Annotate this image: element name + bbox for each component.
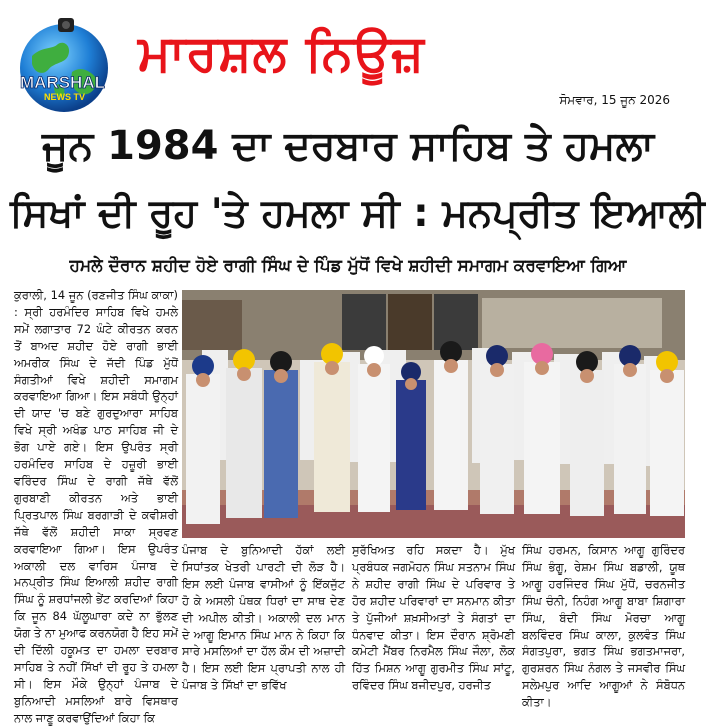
masthead — [0, 0, 696, 112]
dateline: ਸੋਮਵਾਰ, 15 ਜੂਨ 2026 — [559, 93, 670, 107]
lower-column-2: ਸੁਰੱਖਿਅਤ ਰਹਿ ਸਕਦਾ ਹੈ। ਮੁੱਖ ਪ੍ਰਬੰਧਕ ਜਗਮੋਹਨ ਸਿੰਘ ਸਤਨਾਮ ਸਿੰਘ ਨੇ ਸ਼ਹੀਦ ਰਾਗੀ ਸਿੰਘ ਦੇ ਪਰਿਵਾਰ ਤੇ ਹੋਰ ਸ਼ਹੀਦ ਪਰਿਵਾਰਾਂ ਦਾ ਸਨਮਾਨ ਕੀਤਾ ਤੇ ਪੁੱਜੀਆਂ ਸ਼ਖ਼ਸੀਅਤਾਂ ਤੇ ਸੰਗਤਾਂ ਦਾ ਧੰਨਵਾਦ ਕੀਤਾ। ਇਸ ਦੌਰਾਨ ਸ਼੍ਰੋਮਣੀ ਕਮੇਟੀ ਮੈਂਬਰ ਨਿਰਮੈਲ ਸਿੰਘ ਜੌਲਾ, ਲੋਕ ਹਿੱਤ ਮਿਸ਼ਨ ਆਗੂ ਗੁਰਮੀਤ ਸਿੰਘ ਸਾਂਟੂ, ਰਵਿੰਦਰ ਸਿੰਘ ਬਜੀਦਪੁਰ, ਹਰਜੀਤ — [352, 543, 515, 693]
subheadline: ਹਮਲੇ ਦੌਰਾਨ ਸ਼ਹੀਦ ਹੋਏ ਰਾਗੀ ਸਿੰਘ ਦੇ ਪਿੰਡ ਮੁੱਧੋਂ ਵਿਖੇ ਸ਼ਹੀਦੀ ਸਮਾਗਮ ਕਰਵਾਇਆ ਗਿਆ — [69, 256, 627, 276]
marshal-news-logo[interactable] — [14, 16, 116, 118]
headline-line-1: ਜੂਨ 1984 ਦਾ ਦਰਬਾਰ ਸਾਹਿਬ ਤੇ ਹਮਲਾ — [42, 123, 654, 169]
left-column-text: ਕੁਰਾਲੀ, 14 ਜੂਨ (ਰਣਜੀਤ ਸਿੰਘ ਕਾਕਾ) : ਸ੍ਰੀ ਹਰਮੰਦਿਰ ਸਾਹਿਬ ਵਿਖੇ ਹਮਲੇ ਸਮੇਂ ਲਗਾਤਾਰ 72 ਘੰਟੇ ਕੀਰਤਨ ਕਰਨ ਤੋਂ ਬਾਅਦ ਸ਼ਹੀਦ ਹੋਏ ਰਾਗੀ ਭਾਈ ਅਮਰੀਕ ਸਿੰਘ ਦੇ ਜੱਦੀ ਪਿੰਡ ਮੁੱਧੋਂ ਸੰਗਤੀਆਂ ਵਿਖੇ ਸ਼ਹੀਦੀ ਸਮਾਗਮ ਕਰਵਾਇਆ ਗਿਆ। ਇਸ ਸਬੰਧੀ ਉਨ੍ਹਾਂ ਦੀ ਯਾਦ 'ਚ ਬਣੇ ਗੁਰਦੁਆਰਾ ਸਾਹਿਬ ਵਿਖੇ ਸ੍ਰੀ ਅਖੰਡ ਪਾਠ ਸਾਹਿਬ ਜੀ ਦੇ ਭੋਗ ਪਾਏ ਗਏ। ਇਸ ਉਪਰੰਤ ਸ੍ਰੀ ਹਰਮੰਦਿਰ ਸਾਹਿਬ ਦੇ ਹਜ਼ੂਰੀ ਭਾਈ ਵਰਿੰਦਰ ਸਿੰਘ ਦੇ ਰਾਗੀ ਜੱਥੇ ਵੱਲੋਂ ਗੁਰਬਾਣੀ ਕੀਰਤਨ ਅਤੇ ਭਾਈ ਪ੍ਰਿਤਪਾਲ ਸਿੰਘ ਬਰਗਾੜੀ ਦੇ ਕਵੀਸ਼ਰੀ ਜੱਥੇ ਵੱਲੋਂ ਸ਼ਹੀਦੀ ਸਾਕਾ ਸ੍ਰਵਣ ਕਰਵਾਇਆ ਗਿਆ। ਇਸ ਉਪਰੰਤ ਅਕਾਲੀ ਦਲ ਵਾਰਿਸ ਪੰਜਾਬ ਦੇ ਮਨਪ੍ਰੀਤ ਸਿੰਘ ਇਆਲੀ ਸ਼ਹੀਦ ਰਾਗੀ ਸਿੰਘ ਨੂੰ ਸ਼ਰਧਾਂਜਲੀ ਭੇਂਟ ਕਰਦਿਆਂ ਕਿਹਾ ਕਿ ਜੂਨ 84 ਘੱਲੂਘਾਰਾ ਕਦੇ ਨਾ ਭੁੱਲਣ ਯੋਗ ਤੇ ਨਾ ਮੁਆਫ ਕਰਨਯੋਗ ਹੈ ਇਹ ਸਮੇਂ ਦੀ ਦਿੱਲੀ ਹਕੂਮਤ ਦਾ ਹਮਲਾ ਦਰਬਾਰ ਸਾਹਿਬ ਤੇ ਨਹੀਂ ਸਿੱਖਾਂ ਦੀ ਰੂਹ ਤੇ ਹਮਲਾ ਸੀ। ਇਸ ਮੌਕੇ ਉਨ੍ਹਾਂ ਪੰਜਾਬ ਦੇ ਬੁਨਿਆਦੀ ਮਸਲਿਆਂ ਬਾਰੇ ਵਿਸਥਾਰ ਨਾਲ ਜਾਣੂ ਕਰਵਾਉਂਦਿਆਂ ਕਿਹਾ ਕਿ — [14, 288, 178, 725]
headline-line-2: ਸਿਖਾਂ ਦੀ ਰੂਹ 'ਤੇ ਹਮਲਾ ਸੀ : ਮਨਪ੍ਰੀਤ ਇਆਲੀ — [10, 191, 706, 236]
event-photo — [182, 290, 685, 538]
lower-column-1: ਪੰਜਾਬ ਦੇ ਬੁਨਿਆਦੀ ਹੱਕਾਂ ਲਈ ਸਿਧਾਂਤਕ ਖੇਤਰੀ ਪਾਰਟੀ ਦੀ ਲੋੜ ਹੈ। ਇਸ ਲਈ ਪੰਜਾਬ ਵਾਸੀਆਂ ਨੂੰ ਇੱਕਜੁੱਟ ਹੋ ਕੇ ਅਸਲੀ ਪੰਥਕ ਧਿਰਾਂ ਦਾ ਸਾਥ ਦੇਣ ਦੀ ਅਪੀਲ ਕੀਤੀ। ਅਕਾਲੀ ਦਲ ਮਾਨ ਦੇ ਆਗੂ ਇਮਾਨ ਸਿੰਘ ਮਾਨ ਨੇ ਕਿਹਾ ਕਿ ਸਾਰੇ ਮਸਲਿਆਂ ਦਾ ਹੱਲ ਕੌਮ ਦੀ ਅਜ਼ਾਦੀ ਹੈ। ਇਸ ਲਈ ਇਸ ਪ੍ਰਾਪਤੀ ਨਾਲ ਹੀ ਪੰਜਾਬ ਤੇ ਸਿੱਖਾਂ ਦਾ ਭਵਿੱਖ — [182, 543, 345, 693]
logo-text-marshal: MARSHAL — [20, 73, 105, 92]
lower-column-3: ਸਿੰਘ ਹਰਮਨ, ਕਿਸਾਨ ਆਗੂ ਗੁਰਿੰਦਰ ਸਿੰਘ ਭੰਗੂ, ਰੇਸ਼ਮ ਸਿੰਘ ਬਡਾਲੀ, ਯੂਥ ਆਗੂ ਹਰਜਿੰਦਰ ਸਿੰਘ ਮੁੱਧੋਂ, ਚਰਨਜੀਤ ਸਿੰਘ ਚੰਨੀ, ਨਿਹੰਗ ਆਗੂ ਬਾਬਾ ਸ਼ਿਗਾਰਾ ਸਿੰਘ, ਬੰਦੀ ਸਿੰਘ ਮੋਰਚਾ ਆਗੂ ਬਲਵਿੰਦਰ ਸਿੰਘ ਕਾਲਾ, ਕੁਲਵੰਤ ਸਿੰਘ ਸੰਗਤਪੁਰਾ, ਭਗਤ ਸਿੰਘ ਭਗਤਮਾਜਰਾ, ਗੁਰਸ਼ਰਨ ਸਿੰਘ ਨੰਗਲ ਤੇ ਜਸਵੀਰ ਸਿੰਘ ਸਲੇਮਪੁਰ ਆਦਿ ਆਗੂਆਂ ਨੇ ਸੰਬੋਧਨ ਕੀਤਾ। — [522, 543, 685, 710]
group-photo-illustration — [182, 290, 685, 538]
article-lower-columns — [182, 542, 685, 718]
globe-icon — [14, 16, 116, 118]
article-left-column — [14, 287, 178, 725]
logo-text-news-tv: NEWS TV — [44, 92, 86, 102]
masthead-brand: ਮਾਰਸ਼ਲ ਨਿਊਜ਼ — [138, 24, 425, 82]
